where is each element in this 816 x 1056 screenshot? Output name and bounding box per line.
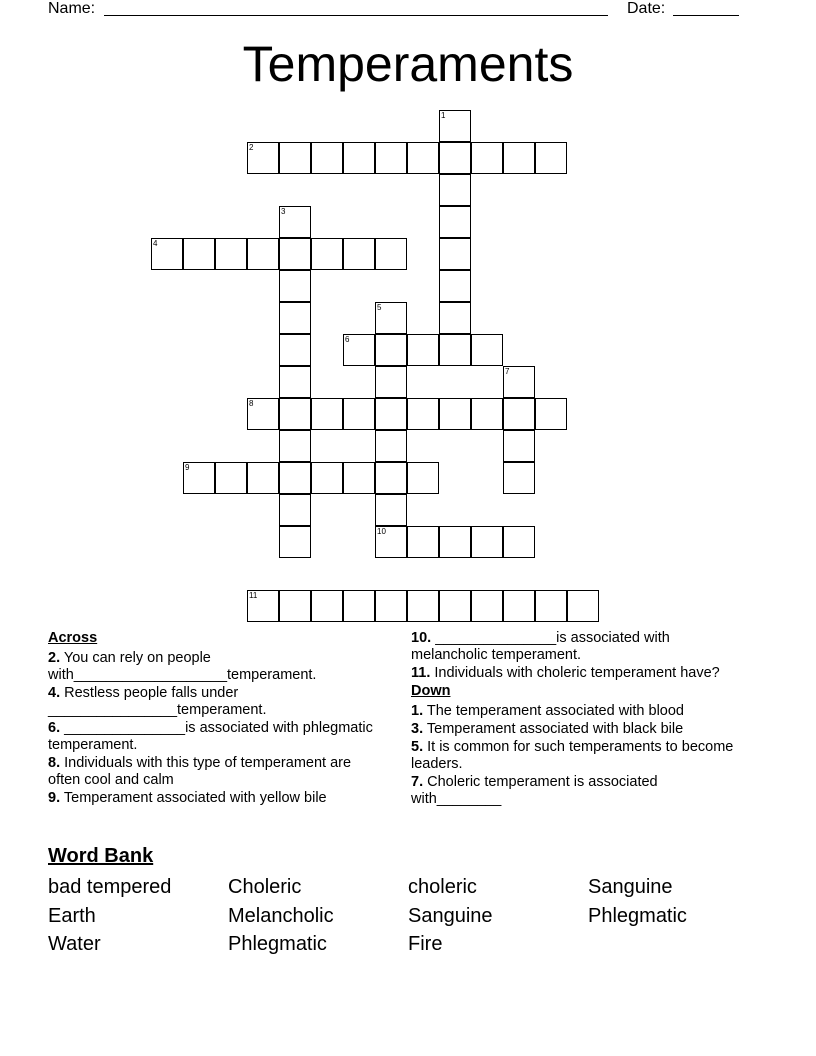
cell-number: 1 (441, 111, 446, 120)
crossword-cell[interactable] (503, 462, 535, 494)
clue-number: 8. (48, 755, 61, 771)
clue-text: Restless people falls under ________________temperament. (48, 685, 267, 718)
down-heading: Down (411, 683, 451, 699)
crossword-cell[interactable] (471, 526, 503, 558)
crossword-cell[interactable] (311, 238, 343, 270)
word-bank-item: Phlegmatic (588, 904, 687, 927)
word-bank-item: Water (48, 933, 101, 955)
crossword-cell[interactable] (471, 334, 503, 366)
word-bank-item: Choleric (228, 876, 302, 898)
clue-number: 1. (411, 703, 424, 719)
clue-number: 7. (411, 774, 424, 790)
crossword-cell[interactable] (439, 398, 471, 430)
crossword-cell[interactable] (247, 398, 279, 430)
crossword-cell[interactable] (279, 334, 311, 366)
crossword-cell[interactable] (471, 398, 503, 430)
crossword-cell[interactable] (471, 142, 503, 174)
word-bank-item: Sanguine (408, 904, 493, 927)
across-heading: Across (48, 630, 98, 646)
crossword-cell[interactable] (503, 526, 535, 558)
crossword-cell[interactable] (311, 142, 343, 174)
cell-number: 3 (281, 207, 286, 216)
cell-number: 10 (377, 527, 386, 536)
clue-across-11 (411, 665, 741, 682)
crossword-cell[interactable] (151, 238, 183, 270)
crossword-cell[interactable] (279, 302, 311, 334)
crossword-cell[interactable] (247, 462, 279, 494)
crossword-cell[interactable] (439, 302, 471, 334)
crossword-cell[interactable] (279, 206, 311, 238)
crossword-cell[interactable] (407, 334, 439, 366)
crossword-cell[interactable] (439, 526, 471, 558)
crossword-cell[interactable] (439, 142, 471, 174)
word-bank-item: Earth (48, 904, 96, 927)
crossword-cell[interactable] (343, 590, 375, 622)
clue-across-2 (48, 650, 383, 684)
crossword-cell[interactable] (279, 270, 311, 302)
crossword-cell[interactable] (279, 366, 311, 398)
word-bank-item: Melancholic (228, 904, 334, 927)
crossword-cell[interactable] (439, 334, 471, 366)
crossword-cell[interactable] (279, 590, 311, 622)
crossword-cell[interactable] (503, 142, 535, 174)
clue-number: 9. (48, 790, 61, 806)
clue-number: 2. (48, 650, 61, 666)
cell-number: 9 (185, 463, 190, 472)
crossword-cell[interactable] (279, 494, 311, 526)
crossword-cell[interactable] (535, 398, 567, 430)
crossword-cell[interactable] (439, 174, 471, 206)
crossword-cell[interactable] (183, 238, 215, 270)
crossword-cell[interactable] (535, 590, 567, 622)
crossword-cell[interactable] (279, 462, 311, 494)
word-bank (48, 873, 768, 959)
crossword-cell[interactable] (375, 142, 407, 174)
crossword-cell[interactable] (311, 590, 343, 622)
crossword-cell[interactable] (439, 110, 471, 142)
crossword-cell[interactable] (439, 270, 471, 302)
clue-across-8 (48, 755, 383, 789)
cell-number: 4 (153, 239, 158, 248)
crossword-cell[interactable] (279, 526, 311, 558)
clue-across-9 (48, 790, 383, 807)
crossword-cell[interactable] (343, 238, 375, 270)
crossword-cell[interactable] (183, 462, 215, 494)
crossword-cell[interactable] (375, 398, 407, 430)
clue-number: 5. (411, 739, 424, 755)
crossword-cell[interactable] (375, 590, 407, 622)
crossword-cell[interactable] (407, 398, 439, 430)
crossword-cell[interactable] (535, 142, 567, 174)
clue-across-6 (48, 720, 383, 754)
crossword-cell[interactable] (439, 238, 471, 270)
cell-number: 6 (345, 335, 350, 344)
crossword-cell[interactable] (343, 142, 375, 174)
crossword-cell[interactable] (439, 206, 471, 238)
clue-down-1 (411, 703, 741, 720)
clue-across-10 (411, 630, 741, 664)
page-title: Temperaments (242, 36, 574, 92)
crossword-cell[interactable] (375, 302, 407, 334)
clue-text: Temperament associated with yellow bile (63, 790, 327, 806)
cell-number: 8 (249, 399, 254, 408)
crossword-cell[interactable] (247, 590, 279, 622)
date-label: Date: (627, 0, 666, 17)
crossword-cell[interactable] (279, 430, 311, 462)
crossword-cell[interactable] (503, 430, 535, 462)
clue-text: Individuals with this type of temperament are often cool and calm (48, 755, 352, 788)
crossword-cell[interactable] (215, 462, 247, 494)
clue-text: Individuals with choleric temperament have? (434, 665, 720, 681)
clue-down-7 (411, 774, 741, 808)
clue-down-3 (411, 721, 741, 738)
cell-number: 2 (249, 143, 254, 152)
crossword-cell[interactable] (439, 590, 471, 622)
crossword-cell[interactable] (343, 334, 375, 366)
clue-number: 4. (48, 685, 61, 701)
crossword-cell[interactable] (407, 590, 439, 622)
crossword-cell[interactable] (407, 142, 439, 174)
crossword-cell[interactable] (567, 590, 599, 622)
clue-text: The temperament associated with blood (426, 703, 684, 719)
clue-text: _______________is associated with phlegmatic temperament. (48, 720, 373, 753)
crossword-cell[interactable] (375, 430, 407, 462)
crossword-cell[interactable] (247, 238, 279, 270)
crossword-cell[interactable] (503, 590, 535, 622)
clue-across-4 (48, 685, 383, 719)
crossword-cell[interactable] (375, 462, 407, 494)
word-bank-item: bad tempered (48, 876, 172, 898)
clue-number: 10. (411, 630, 432, 646)
crossword-cell[interactable] (311, 462, 343, 494)
crossword-cell[interactable] (375, 526, 407, 558)
crossword-cell[interactable] (375, 334, 407, 366)
cell-number: 11 (249, 591, 258, 600)
crossword-cell[interactable] (311, 398, 343, 430)
crossword-cell[interactable] (375, 494, 407, 526)
clue-text: Choleric temperament is associated with________ (411, 774, 658, 807)
word-bank-item: Fire (408, 933, 443, 955)
word-bank-title: Word Bank (48, 845, 154, 867)
clue-number: 6. (48, 720, 61, 736)
crossword-cell[interactable] (279, 142, 311, 174)
crossword-cell[interactable] (279, 398, 311, 430)
crossword-cell[interactable] (407, 526, 439, 558)
clue-number: 3. (411, 721, 424, 737)
word-bank-item: Sanguine (588, 876, 673, 898)
crossword-cell[interactable] (215, 238, 247, 270)
clue-text: _______________is associated with melancholic temperament. (411, 630, 670, 663)
clue-text: You can rely on people with___________________temperament. (48, 650, 317, 683)
clues-left-column (48, 630, 383, 808)
crossword-cell[interactable] (247, 142, 279, 174)
cell-number: 7 (505, 367, 510, 376)
crossword-cell[interactable] (343, 398, 375, 430)
crossword-cell[interactable] (375, 366, 407, 398)
crossword-cell[interactable] (343, 462, 375, 494)
crossword-cell[interactable] (503, 366, 535, 398)
clue-down-5 (411, 739, 741, 773)
crossword-cell[interactable] (503, 398, 535, 430)
word-bank-item: Phlegmatic (228, 933, 327, 955)
clues-right-column (411, 630, 741, 809)
crossword-cell[interactable] (375, 238, 407, 270)
crossword-cell[interactable] (407, 462, 439, 494)
clue-text: It is common for such temperaments to become leaders. (411, 739, 734, 772)
word-bank-item: choleric (408, 876, 477, 898)
clue-number: 11. (411, 665, 431, 681)
clue-text: Temperament associated with black bile (426, 721, 684, 737)
cell-number: 5 (377, 303, 382, 312)
crossword-cell[interactable] (279, 238, 311, 270)
crossword-cell[interactable] (471, 590, 503, 622)
name-label: Name: (48, 0, 96, 17)
